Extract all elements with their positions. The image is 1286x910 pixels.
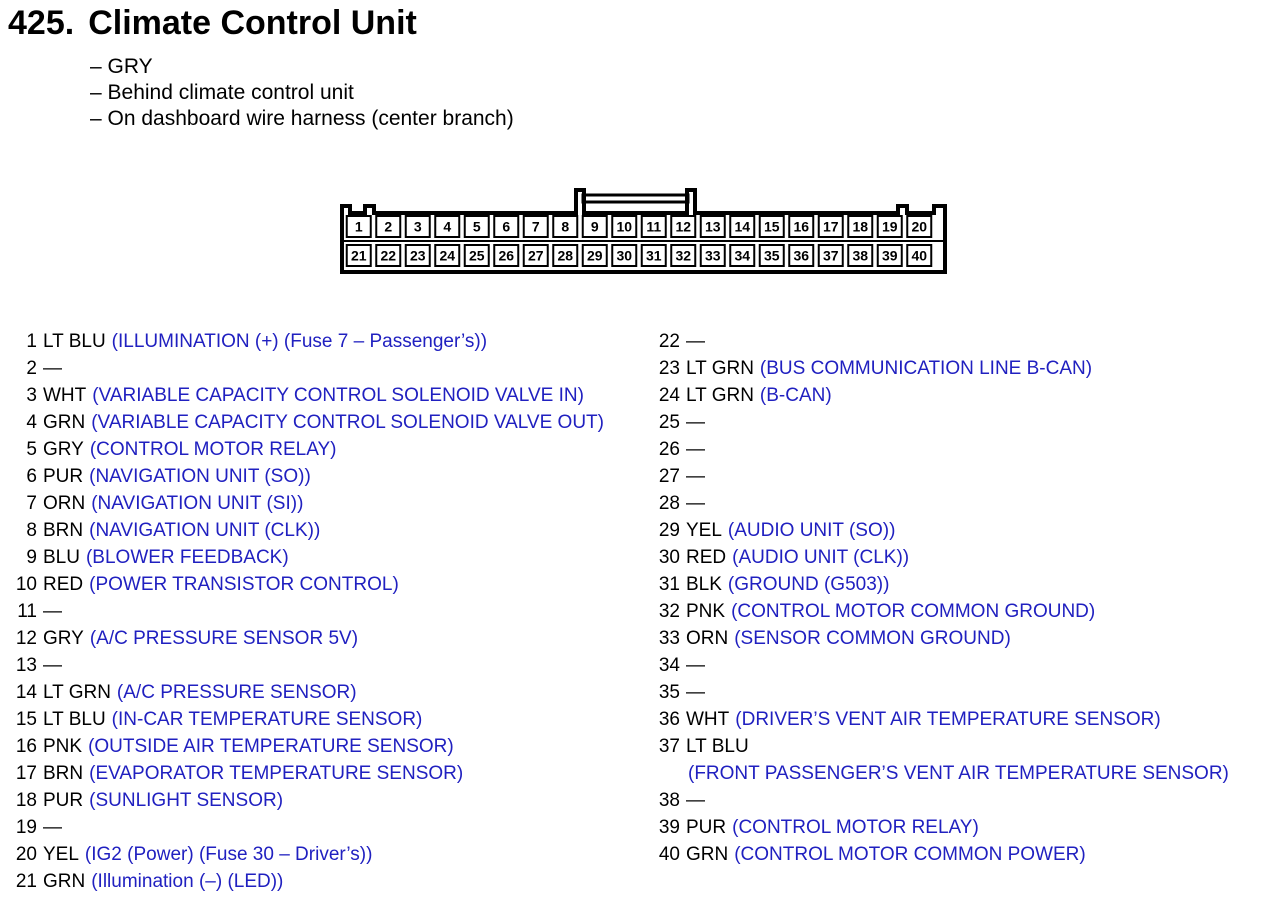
lock-tab [583, 195, 688, 202]
pin-row-31 [650, 571, 1229, 598]
wire-color: PUR [43, 790, 84, 811]
pin-row-10 [0, 571, 604, 598]
pin-description: (AUDIO UNIT (SO)) [727, 520, 896, 541]
pin-row-15 [0, 706, 604, 733]
pin-number: 37 [658, 736, 680, 757]
pin-number: 9 [26, 547, 37, 568]
pin-description: (IG2 (Power) (Fuse 30 – Driver’s)) [84, 844, 373, 865]
wire-color: — [43, 817, 62, 838]
pin-description: (BUS COMMUNICATION LINE B-CAN) [759, 358, 1093, 379]
wire-color: LT GRN [686, 358, 754, 379]
pin-label: 14 [734, 218, 751, 235]
pin-description: (SENSOR COMMON GROUND) [734, 628, 1011, 649]
pin-number: 17 [15, 763, 37, 784]
pin-number: 32 [658, 601, 680, 622]
pin-row-32 [650, 598, 1229, 625]
pin-number: 30 [658, 547, 680, 568]
wire-color: GRN [43, 871, 86, 892]
pin-description: (Illumination (–) (LED)) [91, 871, 284, 892]
pin-row-34 [650, 652, 1229, 679]
wire-color: BRN [43, 763, 84, 784]
pin-number: 40 [658, 844, 680, 865]
wire-color: — [686, 790, 705, 811]
wire-color: — [686, 412, 705, 433]
pin-number: 36 [658, 709, 680, 730]
pin-number: 11 [17, 601, 37, 622]
pin-row-33 [650, 625, 1229, 652]
wire-color: — [686, 493, 705, 514]
pin-label: 6 [502, 218, 511, 235]
pin-row-16 [0, 733, 604, 760]
pin-number: 21 [15, 871, 37, 892]
pin-number: 22 [658, 331, 680, 352]
pin-row-29 [650, 517, 1229, 544]
pin-number: 1 [26, 331, 37, 352]
pin-label: 34 [734, 247, 751, 264]
pin-number: 4 [26, 412, 37, 433]
pin-row-4 [0, 409, 604, 436]
wire-color: PUR [43, 466, 84, 487]
wire-color: — [686, 655, 705, 676]
pin-label: 18 [852, 218, 869, 235]
pin-description: (POWER TRANSISTOR CONTROL) [89, 574, 399, 595]
wire-color: — [43, 601, 62, 622]
wire-color: RED [43, 574, 84, 595]
pin-description: (B-CAN) [759, 385, 832, 406]
pin-label: 28 [557, 247, 574, 264]
pin-description: (CONTROL MOTOR RELAY) [89, 439, 337, 460]
pin-label: 5 [472, 218, 481, 235]
wire-color: LT BLU [686, 736, 749, 757]
pin-number: 6 [26, 466, 37, 487]
pin-label: 33 [704, 247, 721, 264]
wire-color: YEL [686, 520, 722, 541]
pin-number: 31 [658, 574, 680, 595]
wire-color: LT BLU [43, 331, 106, 352]
pin-list-right [650, 328, 1229, 868]
pin-row-37 [650, 733, 1229, 760]
wire-color: BLU [43, 547, 80, 568]
pin-description: (SUNLIGHT SENSOR) [89, 790, 284, 811]
wire-color: YEL [43, 844, 79, 865]
wire-color: GRY [43, 628, 84, 649]
pin-row-7 [0, 490, 604, 517]
pin-number: 3 [26, 385, 37, 406]
pin-description: (NAVIGATION UNIT (CLK)) [89, 520, 321, 541]
pin-label: 32 [675, 247, 692, 264]
pin-row-18 [0, 787, 604, 814]
pin-number: 34 [658, 655, 680, 676]
pin-label: 15 [763, 218, 780, 235]
pin-label: 22 [380, 247, 397, 264]
wire-color: BLK [686, 574, 722, 595]
pin-row-24 [650, 382, 1229, 409]
pin-row-28 [650, 490, 1229, 517]
wire-color: PNK [43, 736, 83, 757]
pin-number: 5 [26, 439, 37, 460]
wire-color: GRN [686, 844, 729, 865]
pin-label: 38 [852, 247, 869, 264]
pin-row-36 [650, 706, 1229, 733]
pin-label: 26 [498, 247, 515, 264]
pin-description: (NAVIGATION UNIT (SI)) [91, 493, 304, 514]
pin-description: (IN-CAR TEMPERATURE SENSOR) [111, 709, 423, 730]
pin-row-13 [0, 652, 604, 679]
wire-color: — [686, 331, 705, 352]
pin-description: (VARIABLE CAPACITY CONTROL SOLENOID VALVE OUT) [91, 412, 604, 433]
pin-label: 7 [531, 218, 540, 235]
pin-row-1 [0, 328, 604, 355]
pin-number: 23 [658, 358, 680, 379]
pin-number: 14 [15, 682, 37, 703]
pin-description: (BLOWER FEEDBACK) [85, 547, 289, 568]
pin-row-35 [650, 679, 1229, 706]
pin-label: 10 [616, 218, 633, 235]
pin-row-5 [0, 436, 604, 463]
pin-description: (GROUND (G503)) [727, 574, 890, 595]
pin-description: (VARIABLE CAPACITY CONTROL SOLENOID VALVE IN) [92, 385, 584, 406]
wire-color: GRY [43, 439, 84, 460]
wire-color: ORN [43, 493, 86, 514]
wire-color: — [686, 682, 705, 703]
pin-row-14 [0, 679, 604, 706]
wire-color: WHT [43, 385, 87, 406]
pin-list-left [0, 328, 604, 895]
pin-description: (FRONT PASSENGER’S VENT AIR TEMPERATURE SENSOR) [688, 763, 1229, 784]
pin-row-26 [650, 436, 1229, 463]
wire-color: LT GRN [686, 385, 754, 406]
pin-number: 19 [15, 817, 37, 838]
pin-label: 4 [443, 218, 452, 235]
pin-number: 38 [658, 790, 680, 811]
pin-row-39 [650, 814, 1229, 841]
pin-number: 7 [26, 493, 37, 514]
connector-diagram [0, 0, 1286, 300]
pin-label: 31 [645, 247, 662, 264]
pin-number: 2 [26, 358, 37, 379]
pin-row-6 [0, 463, 604, 490]
pin-label: 3 [413, 218, 422, 235]
pin-number: 18 [15, 790, 37, 811]
pin-number: 20 [15, 844, 37, 865]
pin-label: 21 [350, 247, 367, 264]
pin-description: (CONTROL MOTOR COMMON GROUND) [731, 601, 1096, 622]
pin-description: (CONTROL MOTOR RELAY) [732, 817, 979, 838]
pin-description: (ILLUMINATION (+) (Fuse 7 – Passenger’s)) [111, 331, 488, 352]
pin-label: 36 [793, 247, 810, 264]
pin-description: (EVAPORATOR TEMPERATURE SENSOR) [89, 763, 464, 784]
pin-row-8 [0, 517, 604, 544]
pin-number: 26 [658, 439, 680, 460]
pin-row-19 [0, 814, 604, 841]
connector-harness: – On dashboard wire harness (center branch) [90, 107, 514, 130]
wire-color: PUR [686, 817, 727, 838]
pin-label: 30 [616, 247, 633, 264]
pin-label: 12 [675, 218, 692, 235]
pin-label: 25 [468, 247, 485, 264]
pin-label: 23 [409, 247, 426, 264]
pin-row-12 [0, 625, 604, 652]
wire-color: LT BLU [43, 709, 106, 730]
pin-number: 35 [658, 682, 680, 703]
pin-label: 20 [911, 218, 928, 235]
pin-row-17 [0, 760, 604, 787]
pin-number: 39 [658, 817, 680, 838]
pin-label: 27 [527, 247, 544, 264]
pin-number: 29 [658, 520, 680, 541]
pin-description: (A/C PRESSURE SENSOR 5V) [89, 628, 359, 649]
pin-label: 16 [793, 218, 810, 235]
pin-number: 15 [15, 709, 37, 730]
pin-label: 11 [646, 218, 662, 235]
wire-color: PNK [686, 601, 726, 622]
connector-location: – Behind climate control unit [90, 81, 354, 104]
pin-number: 27 [658, 466, 680, 487]
wire-color: WHT [686, 709, 730, 730]
wire-color: RED [686, 547, 727, 568]
pin-row-2 [0, 355, 604, 382]
pin-row-37-continued [650, 760, 1229, 787]
wire-color: — [686, 439, 705, 460]
pin-row-20 [0, 841, 604, 868]
pin-number: 8 [26, 520, 37, 541]
pin-label: 2 [384, 218, 393, 235]
pin-row-23 [650, 355, 1229, 382]
pin-description: (NAVIGATION UNIT (SO)) [89, 466, 311, 487]
wire-color: — [686, 466, 705, 487]
wire-color: — [43, 358, 62, 379]
pin-description: (CONTROL MOTOR COMMON POWER) [734, 844, 1086, 865]
pin-number: 12 [15, 628, 37, 649]
pin-label: 24 [439, 247, 456, 264]
pin-label: 29 [586, 247, 603, 264]
pin-row-3 [0, 382, 604, 409]
pin-row-38 [650, 787, 1229, 814]
wire-color: LT GRN [43, 682, 111, 703]
pin-label: 19 [881, 218, 898, 235]
pin-label: 35 [763, 247, 780, 264]
pin-number: 10 [15, 574, 37, 595]
pin-label: 1 [354, 218, 363, 235]
pin-row-22 [650, 328, 1229, 355]
pin-number: 16 [15, 736, 37, 757]
section-title: Climate Control Unit [88, 4, 417, 42]
pin-row-30 [650, 544, 1229, 571]
pin-row-11 [0, 598, 604, 625]
pin-row-9 [0, 544, 604, 571]
wire-color: ORN [686, 628, 729, 649]
pin-row-27 [650, 463, 1229, 490]
wire-color: — [43, 655, 62, 676]
section-number: 425. [8, 4, 75, 42]
pin-description: (AUDIO UNIT (CLK)) [732, 547, 910, 568]
connector-color: – GRY [90, 55, 153, 78]
pin-row-25 [650, 409, 1229, 436]
pin-row-40 [650, 841, 1229, 868]
wire-color: GRN [43, 412, 86, 433]
pin-description: (DRIVER’S VENT AIR TEMPERATURE SENSOR) [735, 709, 1161, 730]
pin-label: 13 [704, 218, 721, 235]
pin-number: 28 [658, 493, 680, 514]
pin-label: 40 [911, 247, 928, 264]
pin-number: 25 [658, 412, 680, 433]
pin-number: 24 [658, 385, 680, 406]
pin-row-21 [0, 868, 604, 895]
pin-label: 17 [822, 218, 839, 235]
pin-label: 9 [590, 218, 599, 235]
pin-label: 8 [561, 218, 570, 235]
wire-color: BRN [43, 520, 84, 541]
pin-description: (A/C PRESSURE SENSOR) [116, 682, 357, 703]
pin-number: 13 [15, 655, 37, 676]
pin-label: 37 [822, 247, 839, 264]
pin-description: (OUTSIDE AIR TEMPERATURE SENSOR) [88, 736, 454, 757]
pin-label: 39 [881, 247, 898, 264]
pin-number: 33 [658, 628, 680, 649]
